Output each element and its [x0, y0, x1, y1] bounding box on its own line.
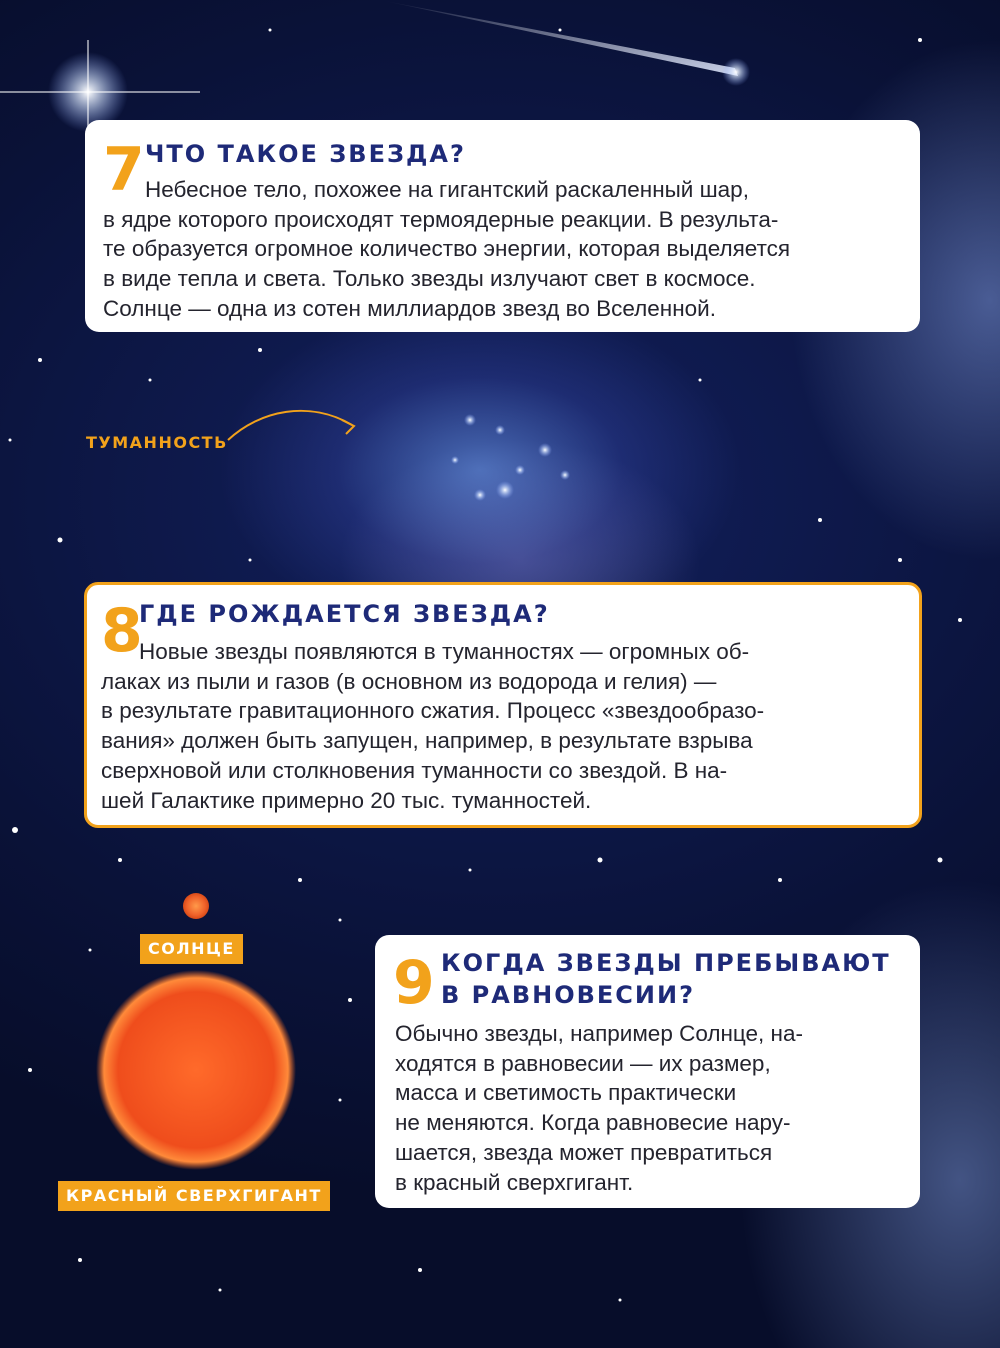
- nebula-stars: [451, 414, 570, 501]
- section-7-heading: ЧТО ТАКОЕ ЗВЕЗДА?: [145, 140, 466, 168]
- section-9-line: масса и светимость практически: [395, 1080, 737, 1106]
- section-8-line: Новые звезды появляются в туманностях — огромных об-: [139, 639, 750, 664]
- section-7-line: Солнце — одна из сотен миллиардов звезд во Вселенной.: [103, 295, 716, 321]
- section-9-line: ходятся в равновесии — их размер,: [395, 1050, 771, 1076]
- section-8-line: в результате гравитационного сжатия. Процесс «звездообразо-: [101, 698, 765, 724]
- section-7-card: [85, 120, 920, 332]
- section-7-line: Небесное тело, похожее на гигантский раскаленный шар,: [145, 177, 749, 202]
- comet-tail: [380, 0, 738, 76]
- section-8-number: 8: [101, 596, 143, 666]
- section-9-line: шается, звезда может превратиться: [395, 1139, 773, 1165]
- section-8-line: лаках из пыли и газов (в основном из водорода и гелия) —: [101, 668, 717, 694]
- section-7-number: 7: [103, 135, 145, 205]
- sun-icon: [183, 893, 209, 919]
- section-7-line: в виде тепла и света. Только звезды излучают свет в космосе.: [103, 266, 756, 292]
- section-7-text: [103, 175, 903, 324]
- section-9-line: в красный сверхгигант.: [395, 1169, 634, 1195]
- section-7-line: в ядре которого происходят термоядерные реакции. В результа-: [103, 206, 779, 232]
- section-9-number: 9: [393, 948, 435, 1018]
- red-supergiant-icon: [96, 970, 296, 1170]
- section-8-text: [101, 637, 901, 815]
- section-9-line: Обычно звезды, например Солнце, на-: [395, 1021, 803, 1046]
- nebula-label: ТУМАННОСТЬ: [86, 433, 228, 452]
- section-8-card: [84, 582, 922, 828]
- section-8-line: сверхновой или столкновения туманности со звездой. В на-: [101, 757, 728, 783]
- section-9-card: [375, 935, 920, 1208]
- section-9-heading-line: КОГДА ЗВЕЗДЫ ПРЕБЫВАЮТ: [441, 949, 891, 977]
- comet-head: [722, 58, 750, 86]
- section-9-heading: [441, 947, 891, 1011]
- section-7-line: те образуется огромное количество энергии, которая выделяется: [103, 236, 791, 262]
- section-8-line: шей Галактике примерно 20 тыс. туманностей.: [101, 787, 592, 813]
- section-8-heading: ГДЕ РОЖДАЕТСЯ ЗВЕЗДА?: [139, 600, 550, 628]
- nebula-arrow: [228, 411, 352, 440]
- section-9-line: не меняются. Когда равновесие нару-: [395, 1110, 791, 1136]
- sun-label: СОЛНЦЕ: [140, 934, 243, 964]
- section-9-heading-line: В РАВНОВЕСИИ?: [441, 981, 695, 1009]
- red-supergiant-label: КРАСНЫЙ СВЕРХГИГАНТ: [58, 1181, 330, 1211]
- section-8-line: вания» должен быть запущен, например, в результате взрыва: [101, 728, 753, 754]
- section-9-text: [395, 1019, 887, 1197]
